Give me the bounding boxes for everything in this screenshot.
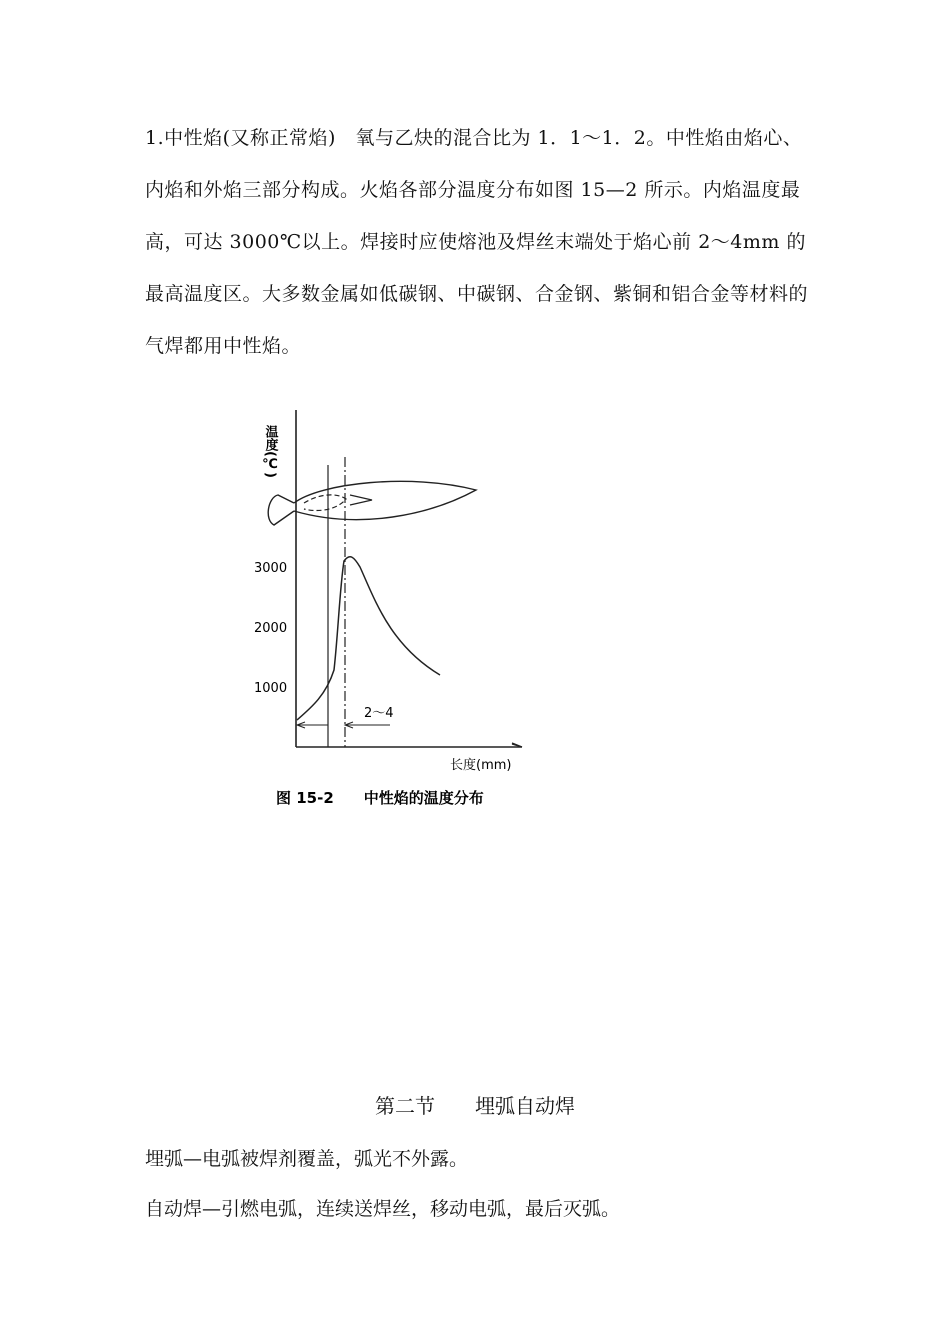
flame-core — [304, 495, 346, 511]
outer-flame — [294, 481, 476, 519]
tick-label-3000: 3000 — [254, 561, 288, 576]
intro-paragraph: 1.中性焰(又称正常焰) 氧与乙炔的混合比为 1．1～1．2。中性焰由焰心、内焰和外焰三部分构成。火焰各部分温度分布如图 15—2 所示。内焰温度最高，可达 3000℃以上。焊接时应使熔池及焊丝末端处于焰心前 2～4mm 的最高温度区。大多数金属如低碳钢、中碳钢、合金钢、紫铜和铝合金等材料的气焊都用中性焰。 — [145, 127, 809, 357]
tick-label-1000: 1000 — [254, 681, 288, 696]
figure-caption: 图 15-2 中性焰的温度分布 — [276, 789, 484, 807]
section-heading — [0, 1090, 950, 1119]
temperature-figure — [250, 395, 540, 815]
x-axis-label: 长度(mm) — [450, 758, 512, 773]
temperature-chart — [250, 395, 540, 815]
temperature-curve — [297, 557, 440, 720]
torch-nozzle — [268, 495, 294, 525]
y-axis-label: 温度(℃) — [262, 425, 278, 478]
definition-line-1: 埋弧—电弧被焊剂覆盖，弧光不外露。 — [145, 1148, 469, 1170]
tick-label-2000: 2000 — [254, 621, 288, 636]
inner-flame — [350, 495, 372, 505]
range-label: 2～4 — [364, 706, 394, 721]
section-heading-text: 第二节 埋弧自动焊 — [375, 1094, 575, 1118]
definition-line-2: 自动焊—引燃电弧，连续送焊丝，移动电弧，最后灭弧。 — [145, 1198, 621, 1220]
